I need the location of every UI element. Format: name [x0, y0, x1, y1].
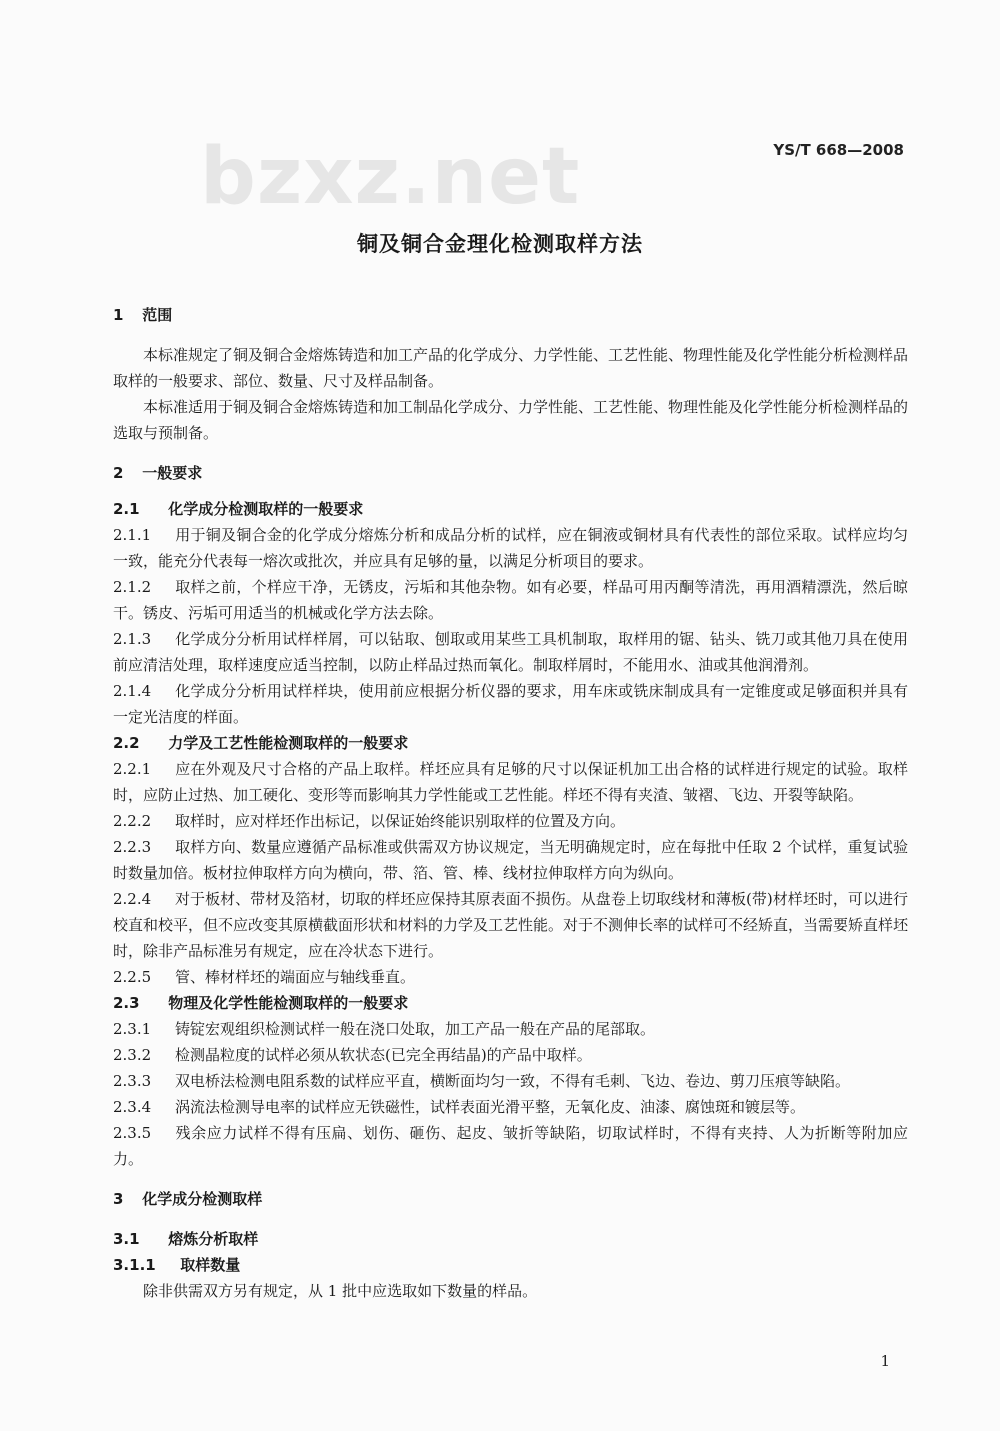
document-body [113, 302, 908, 1304]
clause-text: 对于板材、带材及箔材，切取的样坯应保持其原表面不损伤。从盘卷上切取线材和薄板(带)材样坯时，可以进行校直和校平，但不应改变其原横截面形状和材料的力学及工艺性能。对于不测伸长率的试样可不经矫直，当需要矫直样坯时，除非产品标准另有规定，应在冷状态下进行。 [113, 890, 909, 960]
paragraph: 本标准规定了铜及铜合金熔炼铸造和加工产品的化学成分、力学性能、工艺性能、物理性能及化学性能分析检测样品取样的一般要求、部位、数量、尺寸及样品制备。 [113, 346, 909, 390]
subsection-2-3-heading [113, 990, 908, 1016]
clause-number: 2.1.2 [113, 578, 152, 596]
clause-item [113, 886, 908, 964]
watermark: bzxz.net [200, 132, 581, 222]
clause-text: 铸锭宏观组织检测试样一般在浇口处取，加工产品一般在产品的尾部取。 [175, 1020, 656, 1038]
subsection-number: 3.1 [113, 1230, 140, 1248]
paragraph: 本标准适用于铜及铜合金熔炼铸造和加工制品化学成分、力学性能、工艺性能、物理性能及化学性能分析检测样品的选取与预制备。 [113, 398, 909, 442]
document-title: 铜及铜合金理化检测取样方法 [357, 232, 643, 256]
subsection-3-1-1-heading [113, 1252, 908, 1278]
subsection-title: 力学及工艺性能检测取样的一般要求 [168, 734, 409, 752]
clause-text: 取样方向、数量应遵循产品标准或供需双方协议规定，当无明确规定时，应在每批中任取 2 个试样，重复试验时数量加倍。板材拉伸取样方向为横向，带、箔、管、棒、线材拉伸取样方向为纵向。 [113, 838, 908, 882]
subsection-2-1-heading [113, 496, 908, 522]
clause-text: 取样时，应对样坯作出标记，以保证始终能识别取样的位置及方向。 [175, 812, 626, 830]
clause-number: 2.2.1 [113, 760, 152, 778]
clause-item [113, 678, 908, 730]
subsection-number: 2.2 [113, 734, 140, 752]
clause-text: 涡流法检测导电率的试样应无铁磁性，试样表面光滑平整，无氧化皮、油漆、腐蚀斑和镀层等。 [175, 1098, 806, 1116]
clause-item [113, 522, 908, 574]
clause-text: 化学成分分析用试样样屑，可以钻取、刨取或用某些工具机制取，取样用的锯、钻头、铣刀或其他刀具在使用前应清洁处理，取样速度应适当控制，以防止样品过热而氧化。制取样屑时，不能用水、油或其他润滑剂。 [113, 630, 908, 674]
section-title: 范围 [142, 306, 173, 324]
clause-number: 2.2.3 [113, 838, 152, 856]
clause-text: 化学成分分析用试样样块，使用前应根据分析仪器的要求，用车床或铣床制成具有一定锥度或足够面积并具有一定光洁度的样面。 [113, 682, 908, 726]
subsection-title: 取样数量 [180, 1256, 241, 1274]
clause-item [113, 1016, 908, 1042]
clause-item [113, 1094, 908, 1120]
clause-text: 残余应力试样不得有压扁、划伤、砸伤、起皮、皱折等缺陷，切取试样时，不得有夹持、人为折断等附加应力。 [113, 1124, 908, 1168]
clause-text: 应在外观及尺寸合格的产品上取样。样坯应具有足够的尺寸以保证机加工出合格的试样进行规定的试验。取样时，应防止过热、加工硬化、变形等而影响其力学性能或工艺性能。样坯不得有夹渣、皱褶、飞边、开裂等缺陷。 [113, 760, 908, 804]
subsection-title: 化学成分检测取样的一般要求 [168, 500, 364, 518]
subsection-number: 2.1 [113, 500, 140, 518]
standard-number: YS/T 668—2008 [773, 141, 904, 159]
subsection-title: 熔炼分析取样 [168, 1230, 259, 1248]
clause-item [113, 756, 908, 808]
clause-text: 双电桥法检测电阻系数的试样应平直，横断面均匀一致，不得有毛刺、飞边、卷边、剪刀压痕等缺陷。 [175, 1072, 851, 1090]
clause-item [113, 574, 908, 626]
clause-number: 2.2.2 [113, 812, 152, 830]
clause-item [113, 1120, 908, 1172]
section-3-heading [113, 1186, 908, 1212]
clause-number: 2.2.4 [113, 890, 152, 908]
clause-number: 2.3.4 [113, 1098, 152, 1116]
subsection-number: 2.3 [113, 994, 140, 1012]
clause-number: 2.3.5 [113, 1124, 152, 1142]
section-title: 化学成分检测取样 [142, 1190, 263, 1208]
clause-text: 取样之前，个样应干净，无锈皮，污垢和其他杂物。如有必要，样品可用丙酮等清洗，再用酒精漂洗，然后晾干。锈皮、污垢可用适当的机械或化学方法去除。 [113, 578, 908, 622]
clause-text: 检测晶粒度的试样必须从软状态(已完全再结晶)的产品中取样。 [175, 1046, 592, 1064]
subsection-number: 3.1.1 [113, 1256, 156, 1274]
section-1-heading [113, 302, 908, 328]
clause-item [113, 834, 908, 886]
section-number: 2 [113, 464, 124, 482]
clause-item [113, 964, 908, 990]
clause-item [113, 808, 908, 834]
subsection-title: 物理及化学性能检测取样的一般要求 [168, 994, 409, 1012]
clause-item [113, 1042, 908, 1068]
section-2-heading [113, 460, 908, 486]
paragraph: 除非供需双方另有规定，从 1 批中应选取如下数量的样品。 [143, 1282, 538, 1300]
clause-number: 2.3.1 [113, 1020, 152, 1038]
clause-number: 2.3.2 [113, 1046, 152, 1064]
clause-number: 2.2.5 [113, 968, 152, 986]
clause-number: 2.1.4 [113, 682, 152, 700]
section-number: 1 [113, 306, 124, 324]
subsection-2-2-heading [113, 730, 908, 756]
clause-number: 2.1.3 [113, 630, 152, 648]
clause-number: 2.1.1 [113, 526, 152, 544]
section-number: 3 [113, 1190, 124, 1208]
clause-text: 用于铜及铜合金的化学成分熔炼分析和成品分析的试样，应在铜液或铜材具有代表性的部位采取。试样应均匀一致，能充分代表每一熔次或批次，并应具有足够的量，以满足分析项目的要求。 [113, 526, 908, 570]
clause-number: 2.3.3 [113, 1072, 152, 1090]
clause-text: 管、棒材样坯的端面应与轴线垂直。 [175, 968, 416, 986]
page-number: 1 [880, 1352, 890, 1370]
clause-item [113, 1068, 908, 1094]
subsection-3-1-heading [113, 1226, 908, 1252]
clause-item [113, 626, 908, 678]
section-title: 一般要求 [142, 464, 203, 482]
